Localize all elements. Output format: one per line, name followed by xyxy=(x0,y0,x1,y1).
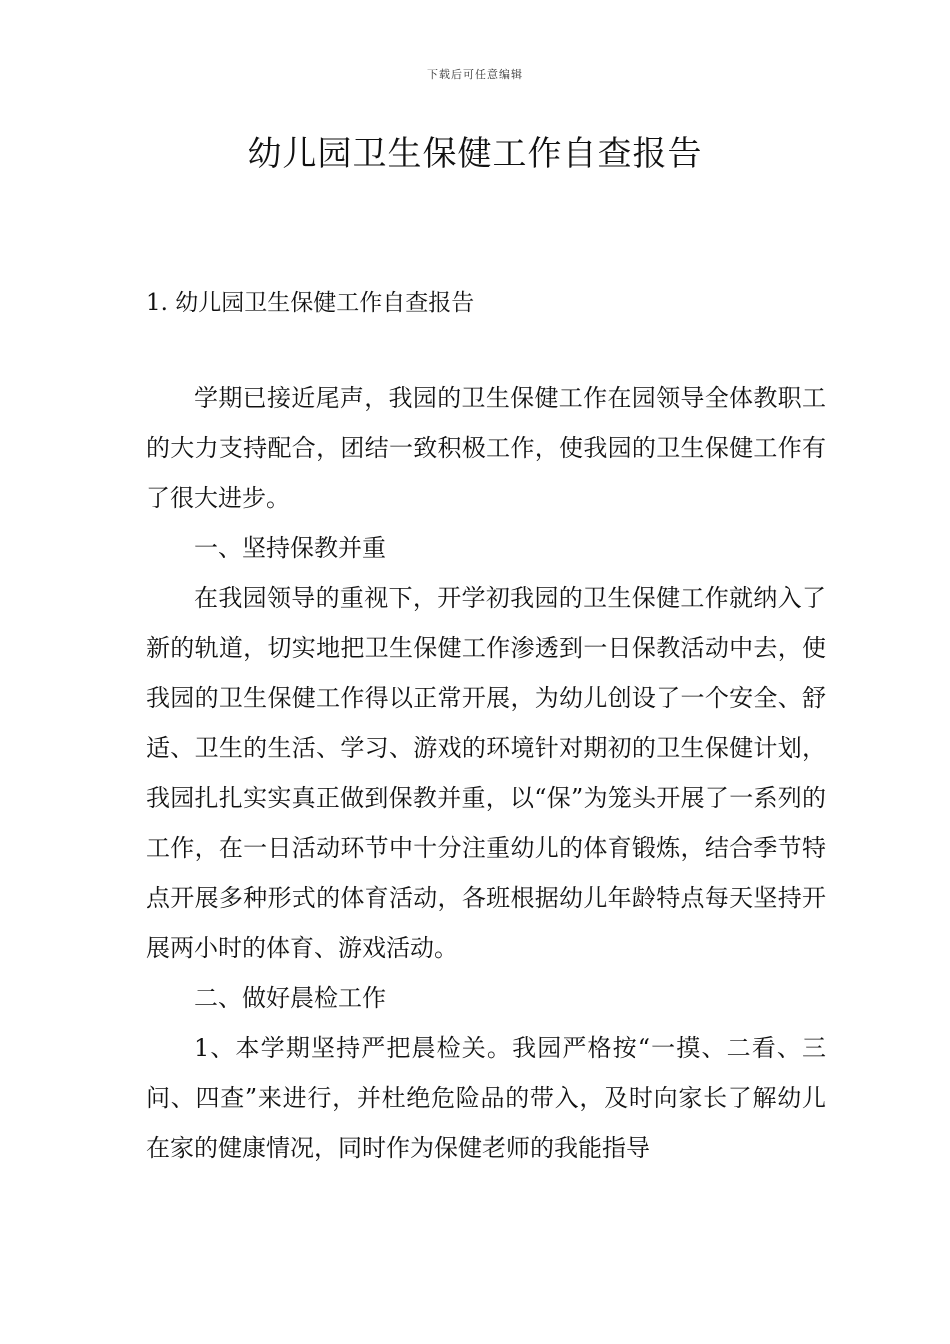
paragraph-2: 1、本学期坚持严把晨检关。我园严格按“一摸、二看、三问、四查”来进行，并杜绝危险品的带入，及时向家长了解幼儿在家的健康情况，同时作为保健老师的我能指导 xyxy=(146,1034,826,1162)
section-heading: 1. 幼儿园卫生保健工作自查报告 xyxy=(146,290,475,316)
body-text xyxy=(146,373,826,1173)
document-title: 幼儿园卫生保健工作自查报告 xyxy=(247,134,703,174)
subheading-1: 一、坚持保教并重 xyxy=(194,534,386,562)
paragraph-intro: 学期已接近尾声，我园的卫生保健工作在园领导全体教职工的大力支持配合，团结一致积极工作，使我园的卫生保健工作有了很大进步。 xyxy=(146,384,826,512)
header-note: 下载后可任意编辑 xyxy=(427,68,523,81)
subheading-2: 二、做好晨检工作 xyxy=(194,984,386,1012)
paragraph-1: 在我园领导的重视下，开学初我园的卫生保健工作就纳入了新的轨道，切实地把卫生保健工作渗透到一日保教活动中去，使我园的卫生保健工作得以正常开展，为幼儿创设了一个安全、舒适、卫生的生活、学习、游戏的环境针对期初的卫生保健计划，我园扎扎实实真正做到保教并重，以“保”为笼头开展了一系列的工作，在一日活动环节中十分注重幼儿的体育锻炼，结合季节特点开展多种形式的体育活动，各班根据幼儿年龄特点每天坚持开展两小时的体育、游戏活动。 xyxy=(146,584,826,962)
